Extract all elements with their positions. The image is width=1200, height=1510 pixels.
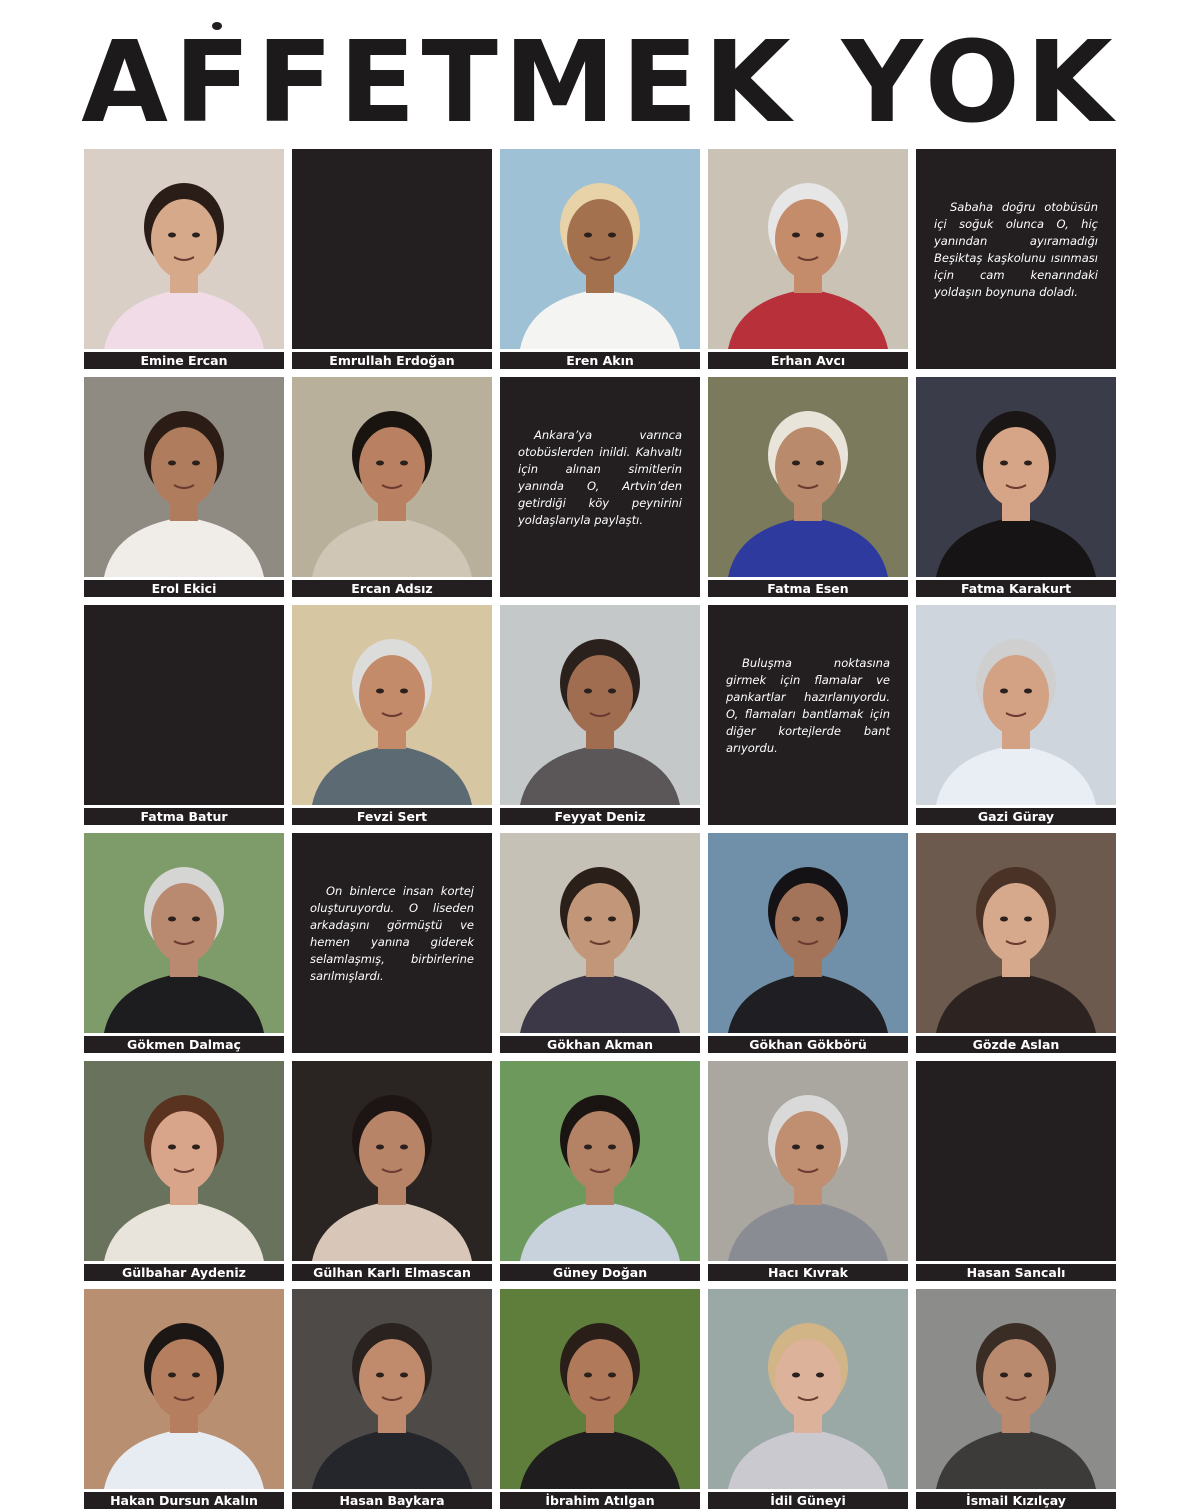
person-name-caption: Güney Doğan: [500, 1264, 700, 1281]
portrait-image: [500, 833, 700, 1033]
person-photo: [916, 833, 1116, 1033]
person-photo: [292, 1289, 492, 1489]
person-photo: [84, 377, 284, 577]
person-name-caption: Gazi Güray: [916, 808, 1116, 825]
story-text-box: [916, 149, 1116, 369]
portrait-image: [292, 377, 492, 577]
story-text-box: [292, 833, 492, 1053]
person-name-caption: Hacı Kıvrak: [708, 1264, 908, 1281]
person-photo: [708, 833, 908, 1033]
story-text: Sabaha doğru otobüsün içi soğuk olunca O, hiç yanından ayıramadığı Beşiktaş kaşkolunu ısınması için cam kenarındaki yoldaşın boynuna doladı.: [934, 200, 1098, 299]
person-card: [500, 605, 700, 825]
portrait-image: [708, 833, 908, 1033]
person-photo: [708, 1061, 908, 1261]
story-text-box: [500, 377, 700, 597]
person-card: [500, 1289, 700, 1509]
portrait-image: [84, 1289, 284, 1489]
person-name-caption: Gökmen Dalmaç: [84, 1036, 284, 1053]
empty-photo-placeholder: [292, 149, 492, 349]
person-card: [84, 833, 284, 1053]
story-text-card: [292, 833, 492, 1053]
page-title: AFFETMEK YOK: [81, 18, 1119, 148]
person-name-caption: İbrahim Atılgan: [500, 1492, 700, 1509]
person-card: [916, 605, 1116, 825]
person-card: [292, 605, 492, 825]
portrait-image: [916, 605, 1116, 805]
memorial-grid: [84, 149, 1116, 1509]
person-card: [916, 377, 1116, 597]
story-text: On binlerce insan kortej oluşturuyordu. O liseden arkadaşını görmüştü ve hemen yanına giderek selamlaşmış, birbirlerine sarılmışlardı.: [310, 884, 474, 983]
person-name-caption: Fevzi Sert: [292, 808, 492, 825]
person-photo: [708, 149, 908, 349]
person-photo: [292, 1061, 492, 1261]
portrait-image: [916, 377, 1116, 577]
portrait-image: [708, 149, 908, 349]
story-text-card: [916, 149, 1116, 369]
person-name-caption: Fatma Karakurt: [916, 580, 1116, 597]
person-photo: [292, 377, 492, 577]
person-photo: [500, 833, 700, 1033]
person-name-caption: Hakan Dursun Akalın: [84, 1492, 284, 1509]
person-name-caption: Ercan Adsız: [292, 580, 492, 597]
person-name-caption: Emrullah Erdoğan: [292, 352, 492, 369]
portrait-image: [708, 377, 908, 577]
person-card: [708, 1061, 908, 1281]
person-name-caption: Gökhan Akman: [500, 1036, 700, 1053]
person-photo: [500, 149, 700, 349]
person-photo: [84, 833, 284, 1033]
person-photo: [708, 377, 908, 577]
person-photo: [84, 149, 284, 349]
person-card: [708, 377, 908, 597]
story-text-card: [500, 377, 700, 597]
person-name-caption: Erol Ekici: [84, 580, 284, 597]
person-name-caption: Emine Ercan: [84, 352, 284, 369]
person-card: [708, 149, 908, 369]
portrait-image: [500, 605, 700, 805]
person-card: [292, 377, 492, 597]
person-name-caption: Erhan Avcı: [708, 352, 908, 369]
person-photo: [84, 1289, 284, 1489]
person-card: [84, 605, 284, 825]
person-name-caption: Eren Akın: [500, 352, 700, 369]
person-card: [292, 1061, 492, 1281]
person-card: [916, 1289, 1116, 1509]
person-card: [500, 149, 700, 369]
person-name-caption: Hasan Baykara: [292, 1492, 492, 1509]
portrait-image: [500, 1061, 700, 1261]
person-photo: [292, 605, 492, 805]
person-photo: [916, 377, 1116, 577]
person-card: [84, 149, 284, 369]
person-photo: [708, 1289, 908, 1489]
person-name-caption: Gökhan Gökbörü: [708, 1036, 908, 1053]
portrait-image: [292, 1061, 492, 1261]
person-name-caption: Gülbahar Aydeniz: [84, 1264, 284, 1281]
person-card: [916, 1061, 1116, 1281]
person-card: [708, 1289, 908, 1509]
portrait-image: [916, 1289, 1116, 1489]
person-card: [292, 1289, 492, 1509]
person-name-caption: İdil Güneyi: [708, 1492, 908, 1509]
story-text-box: [708, 605, 908, 825]
person-name-caption: Feyyat Deniz: [500, 808, 700, 825]
portrait-image: [500, 1289, 700, 1489]
person-card: [84, 377, 284, 597]
portrait-image: [708, 1289, 908, 1489]
portrait-image: [84, 1061, 284, 1261]
story-text: Buluşma noktasına girmek için flamalar ve pankartlar hazırlanıyordu. O, flamaları bantlamak için diğer kortejlerde bant arıyordu.: [726, 656, 890, 755]
person-photo: [916, 1289, 1116, 1489]
person-card: [500, 833, 700, 1053]
portrait-image: [916, 833, 1116, 1033]
story-text: Ankara’ya varınca otobüslerden inildi. Kahvaltı için alınan simitlerin yanında O, Artvin’den getirdiği köy peynirini yoldaşlarıyla paylaştı.: [518, 428, 682, 527]
person-photo: [500, 1061, 700, 1261]
portrait-image: [292, 605, 492, 805]
person-photo: [500, 1289, 700, 1489]
person-photo: [84, 1061, 284, 1261]
person-photo: [916, 605, 1116, 805]
person-card: [708, 833, 908, 1053]
portrait-image: [292, 1289, 492, 1489]
person-name-caption: Fatma Batur: [84, 808, 284, 825]
portrait-image: [500, 149, 700, 349]
person-card: [84, 1289, 284, 1509]
person-card: [500, 1061, 700, 1281]
portrait-image: [708, 1061, 908, 1261]
portrait-image: [84, 833, 284, 1033]
person-card: [84, 1061, 284, 1281]
person-name-caption: Gülhan Karlı Elmascan: [292, 1264, 492, 1281]
portrait-image: [84, 377, 284, 577]
person-name-caption: Fatma Esen: [708, 580, 908, 597]
person-photo: [500, 605, 700, 805]
portrait-image: [84, 149, 284, 349]
story-text-card: [708, 605, 908, 825]
person-name-caption: İsmail Kızılçay: [916, 1492, 1116, 1509]
empty-photo-placeholder: [84, 605, 284, 805]
empty-photo-placeholder: [916, 1061, 1116, 1261]
person-card: [292, 149, 492, 369]
person-card: [916, 833, 1116, 1053]
person-name-caption: Hasan Sancalı: [916, 1264, 1116, 1281]
person-name-caption: Gözde Aslan: [916, 1036, 1116, 1053]
